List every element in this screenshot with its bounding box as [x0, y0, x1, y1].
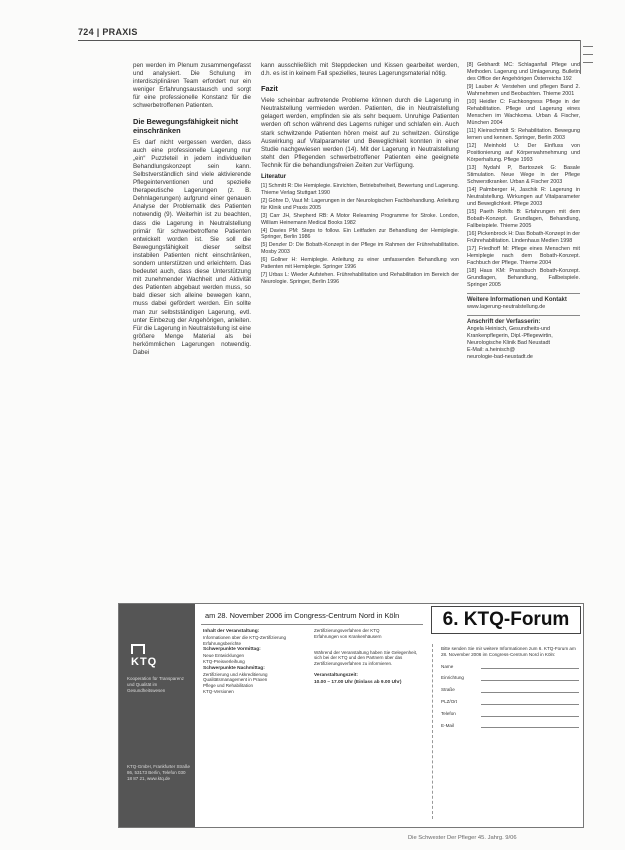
form-field[interactable] [441, 711, 579, 717]
ad-title: 6. KTQ-Forum [431, 606, 581, 634]
ktq-forum-advertisement [118, 603, 584, 828]
ad-address: KTQ-GmbH, Frankfurter Straße 86, 53173 Berlin, Telefon 030 18 87 21, www.ktq.de [127, 764, 191, 781]
reference-item: [9] Lauber A: Verstehen und pflegen Band 2. Wahrnehmen und Beobachten. Thieme 2001 [467, 84, 580, 97]
col1-body: Es darf nicht vergessen werden, dass auch eine professionelle Lagerung nur „ein“ Puzzleteil in jedem individuellen Behandlungskonzept sein kann. Selbstverständlich sind viele aktivierende Pflegeinterventionen und spezielle therapeutische Lagerungen (z. B. Dehnlagerungen) aufgrund einer genauen Analyse der Problematik des Patienten notwendig (9). Weiterhin ist zu beachten, dass die Lagerung in Neutralstellung primär für schwerbetroffene Patienten entwickelt worden ist. Sie soll die Bewegungsfähigkeit dieser selbst instabilen Patienten nicht einschränken, sondern unterstützen und erleichtern. Das bedeutet auch, dass diese Unterstützung mit zunehmender Wachheit und Aktivität des Patienten abgebaut werden muss, so bald dieser sich alleine bewegen kann, muss dabei gefördert werden. Ein sollte man zur selbstständigen Lagerung, evtl. unter Einbezug der Angehörigen, anleiten. Für die Lagerung in Neutralstellung ist eine größere Menge Material als bei herkömmlichen Lagerungen notwendig. Dabei [133, 138, 251, 356]
column-1 [133, 62, 251, 359]
col1-heading: Die Bewegungsfähigkeit nicht einschränken [133, 116, 239, 135]
reference-item: [10] Heidler C: Fachkongress Pflege in der Rehabilitation. Pflege und Lagerung eines Menschen im Wachkoma. Urban & Fischer, München 2004 [467, 99, 580, 126]
author-email[interactable]: neurologie-bad-neustadt.de [467, 354, 533, 360]
col2-intro: kann ausschließlich mit Steppdecken und Kissen gearbeitet werden, d.h. es ist in keinem Fall spezielles, teures Lagerungsmaterial nötig. [261, 62, 459, 78]
reference-item: [5] Denzler D: Die Bobath-Konzept in der Pflege im Rahmen der Frührehabilitation. Mosby 2003 [261, 242, 459, 256]
reference-item: [13] Nydahl P, Bartoszek G: Basale Stimulation. Neue Wege in der Pflege Schwerstkranker. Urban & Fischer 2003 [467, 165, 580, 185]
reference-list [261, 183, 459, 286]
ad-time-heading: Veranstaltungszeit: [314, 672, 358, 678]
reference-item: [4] Davies PM: Steps to follow. Ein Leitfaden zur Behandlung der Hemiplegie. Springer, Berlin 1986 [261, 227, 459, 241]
fazit-body: Viele scheinbar auftretende Probleme können durch die Lagerung in Neutralstellung vermieden werden. Patienten, die in Neutralstellung gelagert werden, empfinden sie als sehr bequem. Unruhige Patienten werden oft schon während des Lagerns ruhiger und schlafen ein. Auch stark schwitzende Patienten hören meist auf zu schwitzen. Günstige Auswirkung auf Vitalparameter und Beweglichkeit konnten in einer Studie nachgewiesen werden (14). Mit der Lagerung in Neutralstellung steht den Pflegenden schwerbetroffener Patienten eine geeignete Technik für die behandlungsfreien Zeiten zur Verfügung. [261, 97, 459, 169]
ad-list-item: Erfahrungsberichte [203, 640, 242, 646]
form-field[interactable] [441, 675, 579, 681]
cut-line [432, 644, 433, 819]
form-field-label: Einrichtung [441, 675, 464, 681]
reference-item: [17] Friedhoff M: Pflege eines Menschen mit Hemiplegie nach dem Bobath-Konzept. Fachbuch der Pflege. Thieme 2004 [467, 246, 580, 266]
ad-sidebar [119, 604, 195, 827]
author-email[interactable]: E-Mail: a.heinisch@ [467, 347, 516, 353]
column-3 [467, 62, 580, 361]
literature-heading: Literatur [261, 173, 287, 181]
reference-item: [1] Schmitt R: Die Hemiplegie. Einrichten, Betriebsfreiheit, Bewertung und Lagerung. Thieme Verlag Stuttgart 1990 [261, 183, 459, 197]
form-field[interactable] [441, 723, 579, 729]
ad-list-item: KTQ-Preisverleihung [203, 658, 245, 664]
reference-item: [12] Meinhold U: Der Einfluss von Positionierung auf Körperwahrnehmung und Körperhaltung. Pflege 1993 [467, 143, 580, 163]
ad-date-line: am 28. November 2006 im Congress-Centrum Nord in Köln [205, 611, 400, 620]
ad-list-item: KTQ-Versionen [203, 688, 234, 694]
ad-list-item: Neue Entwicklungen [203, 653, 245, 659]
ad-tagline: Kooperation für Transparenz und Qualität im Gesundheitswesen [127, 676, 185, 693]
ad-list-item: Erfahrungen von Krankenhäusern [314, 633, 382, 639]
ad-order-form [441, 646, 579, 728]
fazit-heading: Fazit [261, 84, 278, 94]
author-line: Neurologische Klinik Bad Neustadt [467, 340, 551, 346]
ad-list-item: Informationen über die KTQ-Zertifizierung [203, 634, 287, 640]
reference-item: [14] Palmberger H, Jaschik R: Lagerung in Neutralstellung. Wirkungen auf Vitalparameter und Beweglichkeit. Pflege 2003 [467, 187, 580, 207]
form-field[interactable] [441, 687, 579, 693]
ad-program-column [203, 628, 307, 695]
form-field-label: PLZ/Ort [441, 698, 458, 704]
ktq-logo: KTQ [131, 656, 158, 668]
reference-item: [2] Göhre D, Vaut M: Lagerungen in der Neurologischen Fachbehandlung. Anleitung für Klinik und Praxis 2005 [261, 197, 459, 211]
form-field-label: E-Mail [441, 722, 455, 728]
ad-time: 10.00 – 17.00 Uhr (Einlass ab 9.00 Uhr) [314, 679, 402, 685]
ad-info-text: Während der Veranstaltung haben Sie Gelegenheit, sich bei der KTQ und den Partnern über das Zertifizierungsverfahren zu informieren. [314, 649, 418, 667]
form-field-label: Telefon [441, 710, 456, 716]
reference-list-continued [467, 62, 580, 289]
form-field-label: Name [441, 663, 454, 669]
registration-mark [580, 40, 598, 74]
ad-list-item: Zertifizierungsverfahren der KTQ [314, 628, 380, 633]
reference-item: [15] Paeth Rohlfs B: Erfahrungen mit dem Bobath-Konzept. Grundlagen, Behandlung, Fallbeispiele. Thieme 2005 [467, 209, 580, 229]
ad-list-item: Qualitätsmanagement in Praxen [203, 677, 268, 683]
ad-form-intro: Bitte senden Sie mir weitere Informationen zum 6. KTQ-Forum am 28. November 2006 im Congress-Centrum Nord in Köln: [441, 646, 576, 657]
form-field[interactable] [441, 664, 579, 670]
divider [201, 624, 423, 625]
col1-intro: pen werden im Plenum zusammengefasst und analysiert. Die Schulung im interdisziplinären Team erfordert nur ein weniger Erfahrungsaustausch und sorgt für eine professionelle Konstanz für die schwerbetroffenen Patienten. [133, 62, 251, 110]
reference-item: [3] Carr JH, Shepherd RB: A Motor Relearning Programme for Stroke. London, William Heinemann Medical Books 1982 [261, 212, 459, 226]
reference-item: [18] Haus KM: Praxisbuch Bobath-Konzept. Grundlagen, Behandlung, Fallbeispiele. Springer 2005 [467, 268, 580, 288]
ad-afternoon-heading: Schwerpunkte Nachmittag: [203, 665, 265, 671]
ad-morning-heading: Schwerpunkte Vormittag: [203, 647, 261, 653]
more-info-heading: Weitere Informationen und Kontakt [467, 297, 567, 303]
reference-item: [7] Urbas L: Wieder Aufstehen. Frührehabilitation und Rehabilitation im Bereich der Neurologie. Springer, Berlin 1996 [261, 272, 459, 285]
reference-item: [11] Kleinschmidt S: Rehabilitation. Bewegung lernen und kennen. Springer, Berlin 2003 [467, 128, 580, 141]
page-header [78, 27, 580, 41]
ad-list-item: Pflege und Rehabilitation [203, 683, 254, 689]
more-info-link[interactable]: www.lagerung-neutralstellung.de [467, 304, 546, 310]
reference-item: [6] Gollner H: Hemiplegie. Anleitung zu einer umfassenden Behandlung von Patienten mit Hemiplegie. Springer 1996 [261, 257, 459, 271]
page-label: 724 | PRAXIS [78, 27, 138, 37]
author-heading: Anschrift der Verfasserin: [467, 319, 541, 325]
divider [467, 293, 580, 294]
ktq-logo-icon [131, 644, 145, 654]
divider [467, 315, 580, 316]
page-footer: Die Schwester Der Pfleger 45. Jahrg. 9/06 [408, 835, 517, 841]
author-line: Krankenpflegerin, Dipl.-Pflegewirtin, [467, 333, 553, 339]
reference-item: [16] Pickenbrock H: Das Bobath-Konzept in der Frührehabilitation. Lindenhaus Medien 1998 [467, 231, 580, 244]
ad-info-column [314, 628, 426, 686]
ad-program-heading: Inhalt der Veranstaltung: [203, 629, 260, 634]
ad-list-item: Zertifizierung und Akkreditierung [203, 671, 268, 677]
form-field-label: Straße [441, 687, 455, 693]
author-line: Angela Heinisch, Gesundheits-und [467, 326, 551, 332]
column-2 [261, 62, 459, 287]
reference-item: [8] Gebhardt MC: Schlaganfall Pflege und Methoden. Lagerung und Umlagerung. Bulletin des Office der Angehörigen Österreichs 192 [467, 62, 580, 82]
form-field[interactable] [441, 699, 579, 705]
